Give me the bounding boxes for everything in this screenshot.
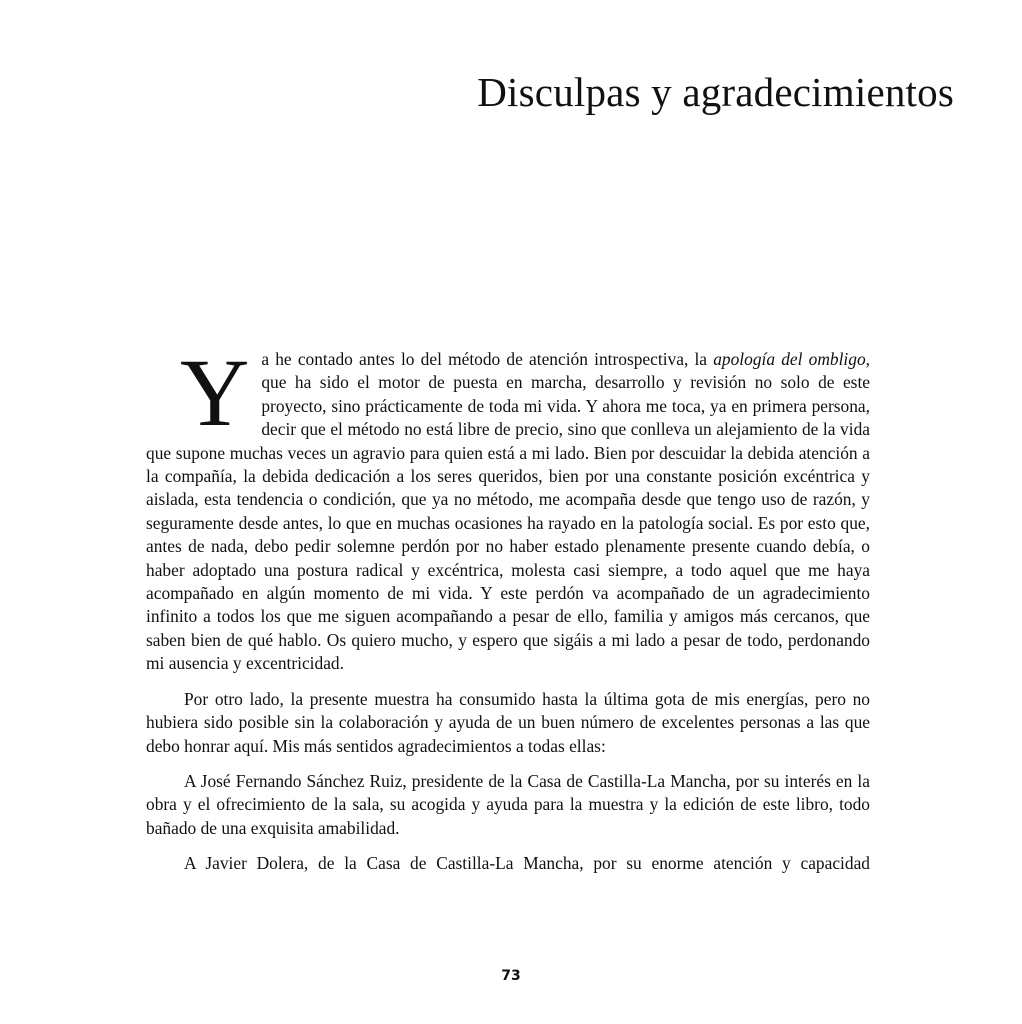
chapter-title: Disculpas y agradecimientos: [477, 69, 954, 115]
paragraph-1-text-end: , que ha sido el motor de puesta en marcha, desarrollo y revisión no solo de este proyecto, sino prácticamente de toda mi vida. Y ahora me toca, ya en primera persona, decir que el método no está libre de precio, sino que conlleva un alejamiento de la vida que supone muchas veces un agravio para quien está a mi lado. Bien por descuidar la debida atención a la compañía, la debida dedicación a los seres queridos, bien por una constante posición excéntrica y aislada, esta tendencia o condición, que ya no método, me acompaña desde que tengo uso de razón, y seguramente desde antes, lo que en muchas ocasiones ha rayado en la patología social. Es por esto que, antes de nada, debo pedir solemne perdón por no haber estado plenamente presente cuando debía, o haber adoptado una postura radical y excéntrica, molesta casi siempre, a todo aquel que me haya acompañado en algún momento de mi vida. Y este perdón va acompañado de un agradecimiento infinito a todos los que me siguen acompañando a pesar de ello, familia y amigos más cercanos, que saben bien de qué hablo. Os quiero mucho, y espero que sigáis a mi lado a pesar de todo, perdonando mi ausencia y excentricidad.: [146, 349, 871, 674]
paragraph-1: [146, 339, 871, 676]
drop-cap: Y: [180, 339, 250, 446]
paragraph-1-text-start: a he contado antes lo del método de atención introspectiva, la: [261, 349, 714, 369]
page-number: 73: [501, 968, 521, 984]
body-text: [146, 339, 871, 888]
paragraph-3: A José Fernando Sánchez Ruiz, presidente de la Casa de Castilla-La Mancha, por su interés en la obra y el ofrecimiento de la sala, su acogida y ayuda para la muestra y la edición de este libro, todo bañado de una exquisita amabilidad.: [146, 770, 870, 838]
paragraph-2: Por otro lado, la presente muestra ha consumido hasta la última gota de mis energías, pero no hubiera sido posible sin la colaboración y ayuda de un buen número de excelentes personas a las que debo honrar aquí. Mis más sentidos agradecimientos a todas ellas:: [146, 688, 870, 756]
italic-phrase: apología del ombligo: [713, 349, 866, 369]
paragraph-4: A Javier Dolera, de la Casa de Castilla-La Mancha, por su enorme atención y capacidad: [184, 853, 870, 874]
